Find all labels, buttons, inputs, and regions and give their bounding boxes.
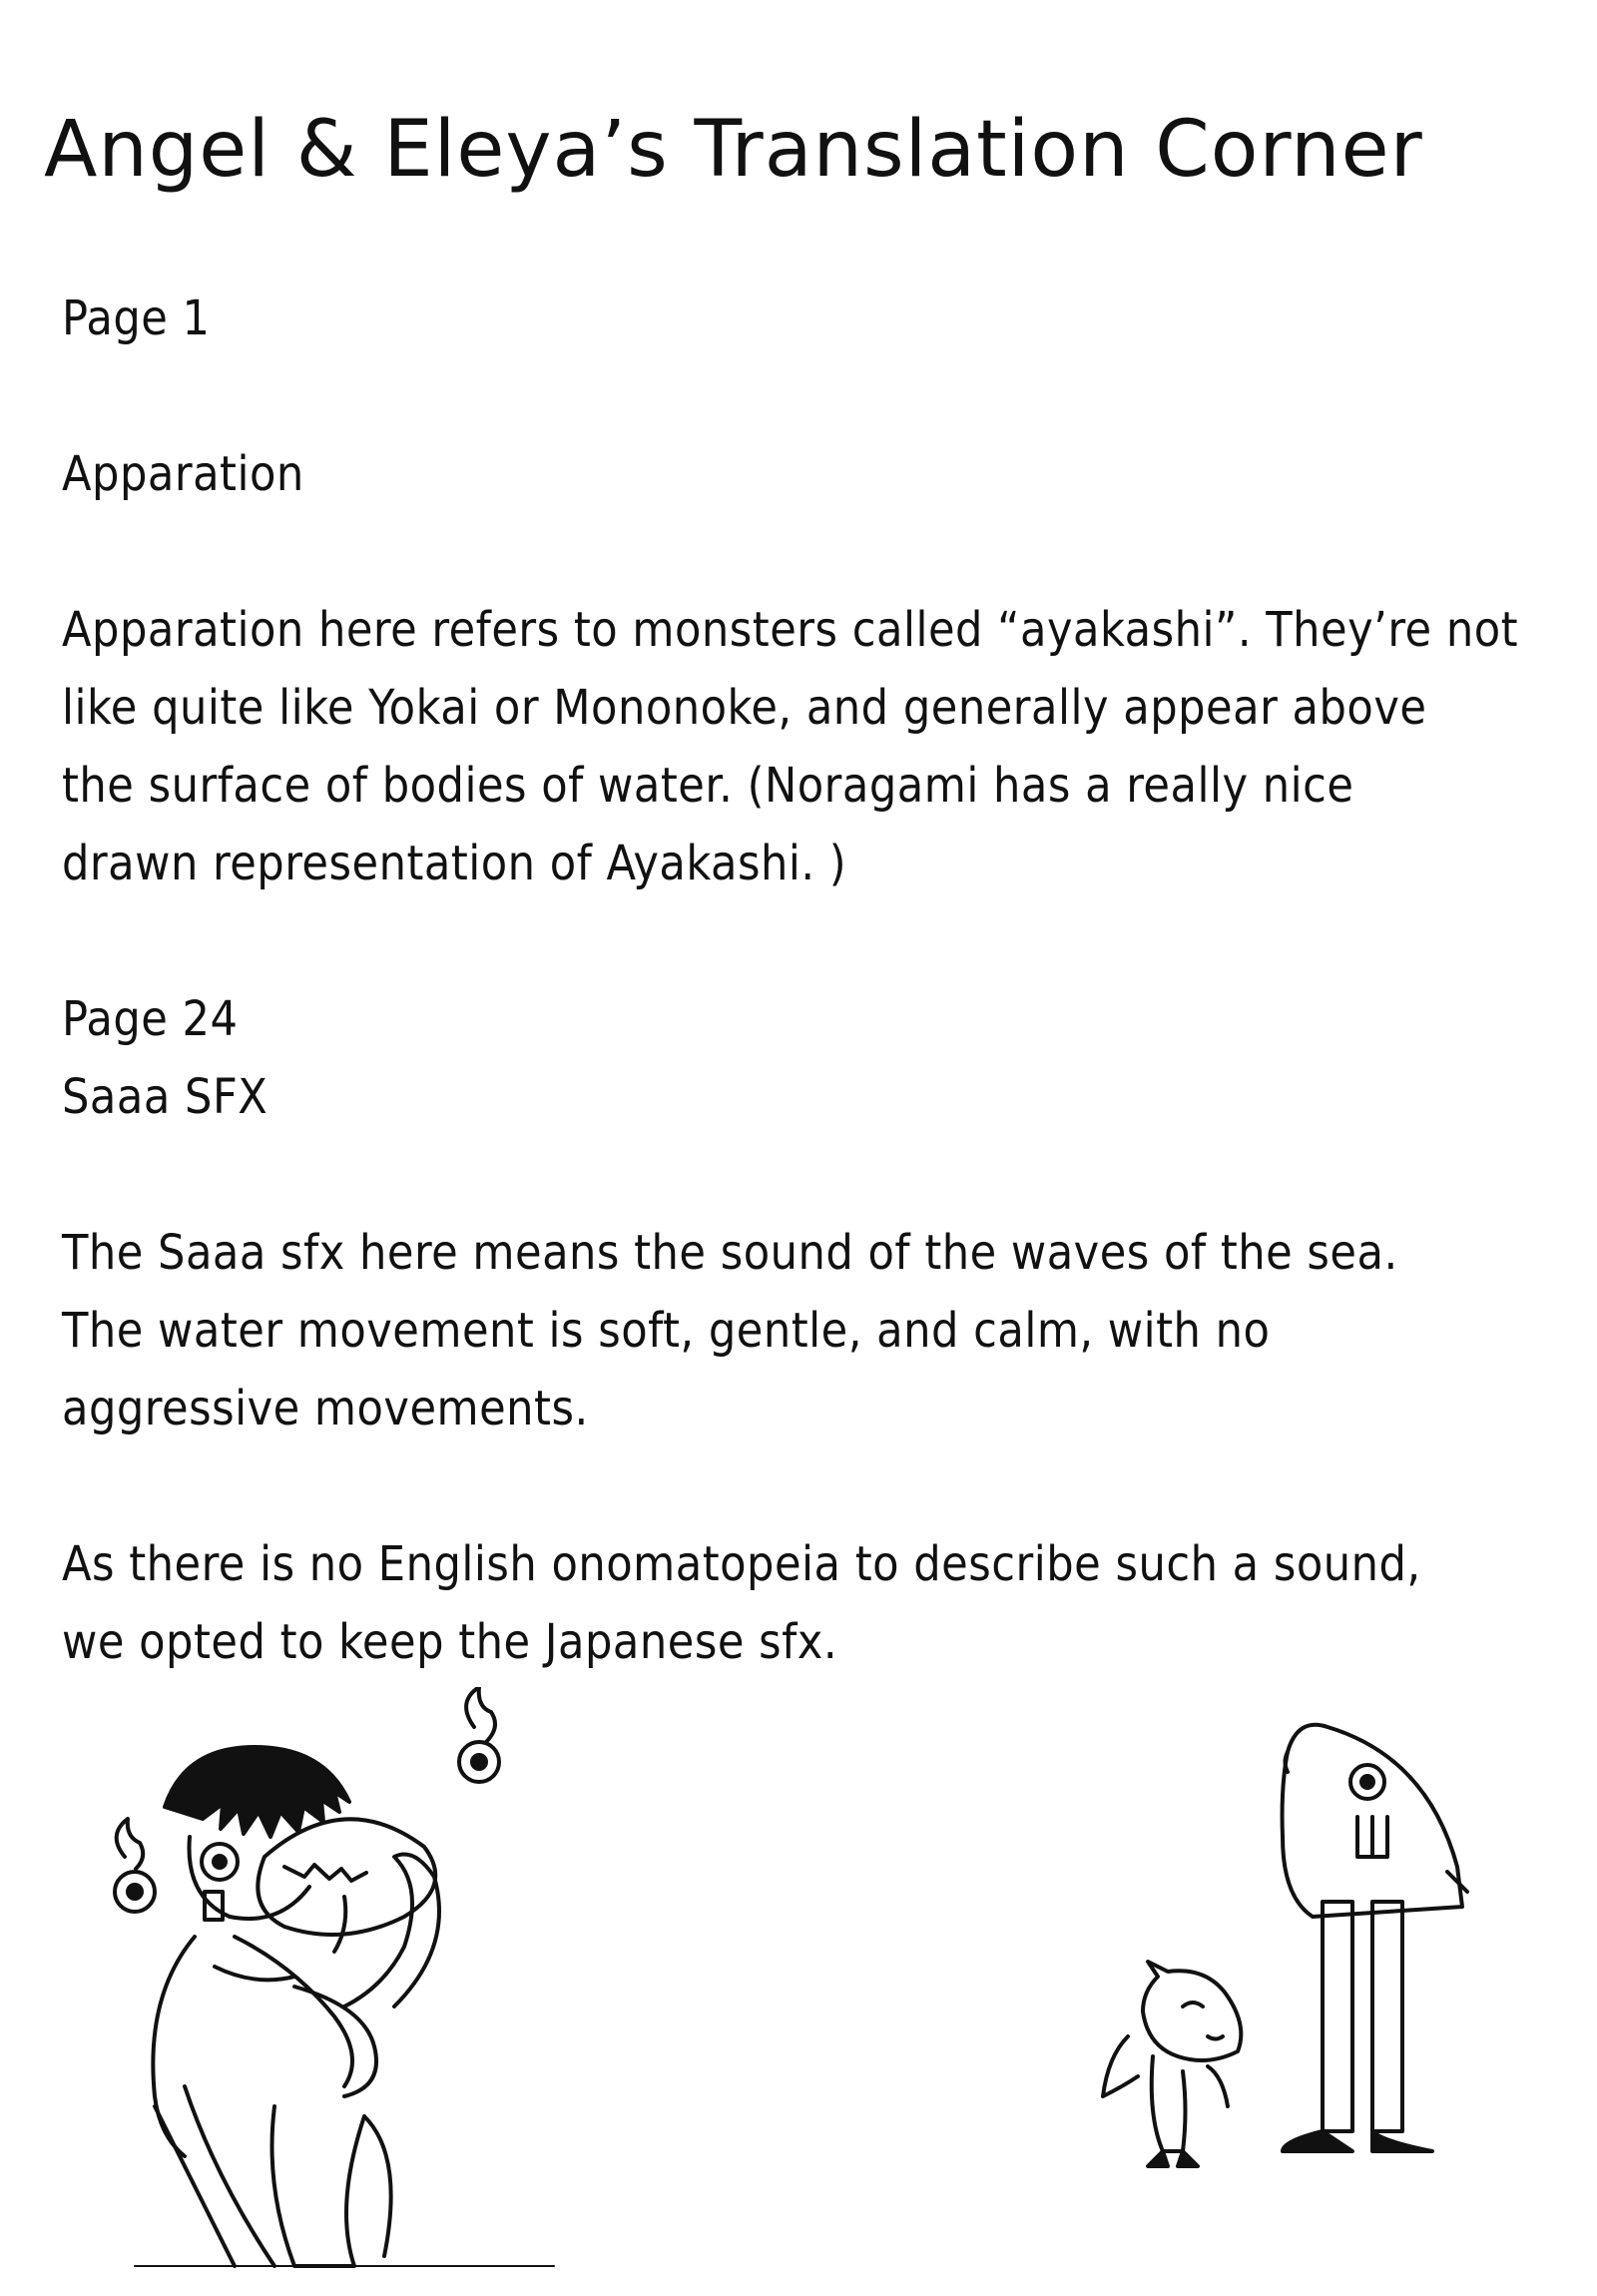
apparation-desc-line: the surface of bodies of water. (Noragami has a really nice: [62, 758, 1354, 814]
apparation-desc-line: drawn representation of Ayakashi. ): [62, 836, 847, 891]
saaa-desc-line: The water movement is soft, gentle, and calm, with no: [62, 1303, 1271, 1359]
spirit-flame-icon: [115, 1819, 155, 1912]
translation-notes: [62, 280, 1559, 1681]
small-fish-creature-icon: [1088, 1957, 1268, 2176]
saaa-desc-line: The Saaa sfx here means the sound of the waves of the sea.: [62, 1225, 1398, 1281]
term-saaa-sfx: Saaa SFX: [62, 1069, 268, 1125]
apparation-desc-line: Apparation here refers to monsters called “ayakashi”. They’re not: [62, 602, 1519, 658]
page-title: Angel & Eleya’s Translation Corner: [44, 105, 1423, 195]
apparation-desc-line: like quite like Yokai or Mononoke, and generally appear above: [62, 680, 1427, 736]
term-apparation: Apparation: [62, 446, 304, 502]
closing-line: we opted to keep the Japanese sfx.: [62, 1614, 838, 1670]
character-with-spirits-icon: [95, 1687, 614, 2286]
fish-head-creature-icon: [1248, 1712, 1507, 2191]
saaa-desc-line: aggressive movements.: [62, 1381, 589, 1436]
page-1-heading: Page 1: [62, 290, 211, 346]
spirit-flame-icon: [459, 1687, 499, 1782]
closing-line: As there is no English onomatopeia to describe such a sound,: [62, 1536, 1421, 1592]
page-24-heading: Page 24: [62, 991, 239, 1047]
